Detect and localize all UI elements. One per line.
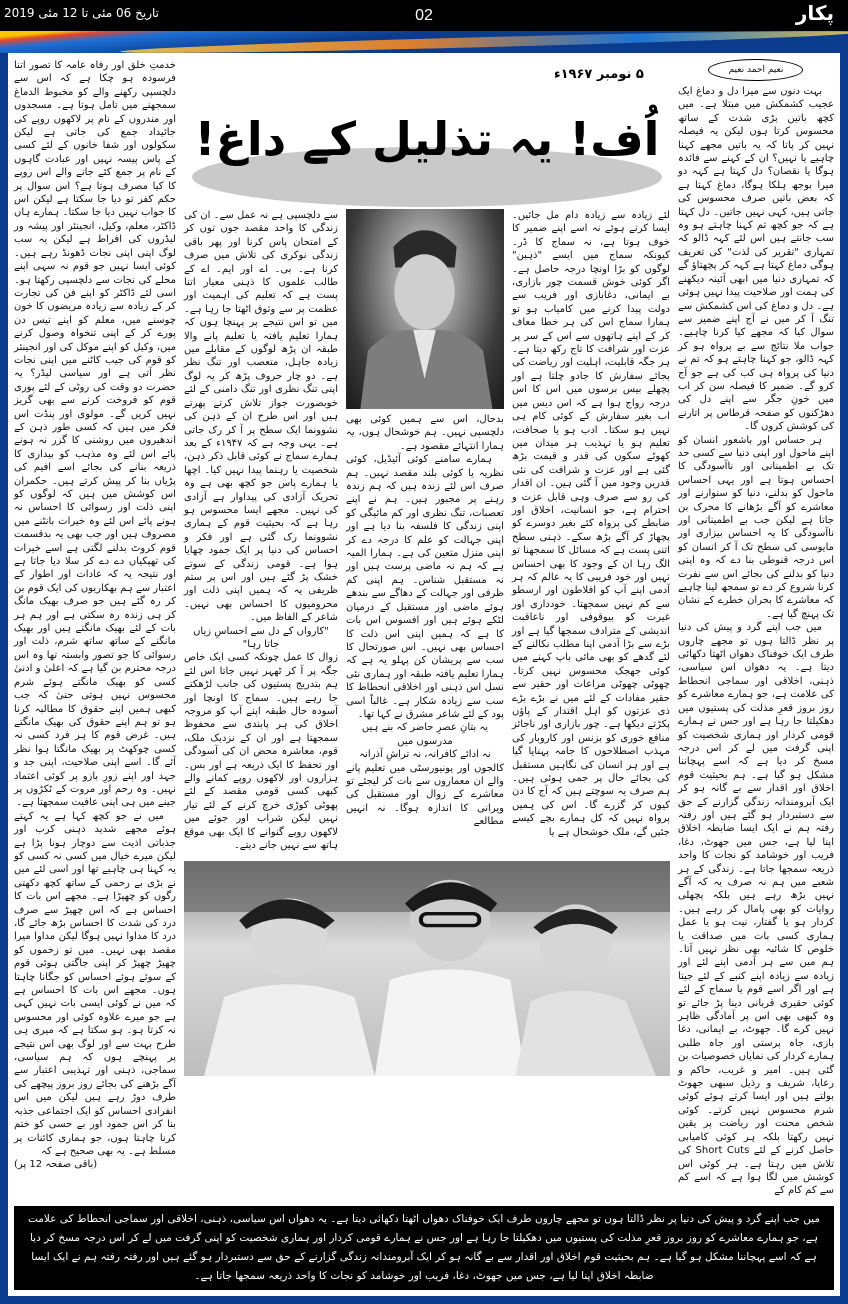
- verse-line: نہ ادائے کافرانہ، نہ تراشِ آذرانہ: [359, 749, 491, 761]
- paragraph: ہر حساس اور باشعور انسان کو اپنے ماحول اور اپنی دنیا سے کسی حد تک بے اطمینانی اور ناآسودگی کا احساس ہوتا ہے اور یہی احساس ماحول کو بدلنے، دنیا کو سنوارنے اور معاشرے کو آگے بڑھانے کا محرک بن جاتا ہے لیکن جب بے اطمینانی اور ناآسودگی کا یہ احساس بیزاری اور مایوسی کی سطح تک آ کر انسان کو اس درجہ قنوطی بنا دے کہ وہ اپنی دنیا کو بدلنے کی بجائے اس سے نفرت کرنا شروع کر دے تو سمجھ لینا چاہیے کہ معاشرے کا بحران خطرے کے نشان تک پہنچ گیا ہے۔: [677, 434, 834, 620]
- verse-line: یہ بتانِ عصرِ حاضر کہ بنے ہیں مدرسوں میں: [361, 722, 488, 747]
- paragraph: بہت دنوں سے میرا دل و دماغ ایک عجیب کشمکش میں مبتلا ہے۔ میں کچھ باتیں بڑی شدت کے ساتھ محسوس کرتا ہوں لیکن یہ فیصلہ نہیں کر پاتا کہ یہ باتیں مجھے کہنا چاہیے یا نہیں؟ ان کے کہنے سے فائدہ ہوگا یا نقصان؟ دل کہتا ہے کہہ دو میرا بوجھ ہلکا ہوگا، دماغ کہتا ہے کہ بعض باتیں صرف محسوس کی جاتی ہیں، کہی نہیں جاتیں۔ دل کہتا ہے کہ جو کچھ تم کہنا چاہتے ہو وہ سب جانتے ہیں اس لئے کہہ ڈالو کہ تمہاری "تقریر کی لذت" کی تعریف ہوگی دماغ کہتا ہے کہہ کر پچھتاؤ گے کہ تمہاری دنیا میں ابھی آئینہ دیکھنے کی ہمت اور صلاحیت پیدا نہیں ہوئی ہے۔ دل و دماغ کی اس کشمکش سے تنگ آ کر میں نے آج اپنے ضمیر سے سوال کیا کہ مجھے کیا کرنا چاہیے۔ جواب ملا نتائج سے بے پرواہ ہو کر کہہ ڈالو، جو کہنا چاہتے ہو کہ تم نے دنیا کی پرواہ ہی کب کی ہے جو آج کرو گے۔ ضمیر کا فیصلہ سن کر اب میں خونِ جگر سے اپنے دل کی دھڑکنوں کو صفحہ قرطاس پر اتارنے کی کوشش کروں گا۔: [677, 86, 834, 433]
- paragraph: سے دلچسپی ہے نہ عمل سے۔ ان کی زندگی کا واحد مقصد جوں توں کر کے امتحان پاس کرنا اور پھر باقی زندگی نوکری کی تلاش میں صرف کرنا ہے۔ بی۔ اے اور ایم۔ اے کے طالب علموں کا ذہنی معیار اتنا پست ہے کہ تعلیم کی اہمیت اور عظمت پر سے وثوق اٹھتا جا رہا ہے۔ میں تو اس نتیجے پر پہنچا ہوں کہ ہمارا تعلیم یافتہ یا تعلیم پانے والا طبقہ ان پڑھ لوگوں کے مقابلے میں زیادہ جاہل، متعصب اور تنگ نظر ہے۔ دو چار حروف پڑھ کر یہ لوگ اپنی تنگ نظری اور تنگ دامنی کے لئے خوبصورت جواز تلاش کرتے پھرتے ہیں اور اس طرح ان کے ذہن کی نشوونما ایک سطح پر آ کر رک جاتی ہے۔ یہی وجہ ہے کہ ۱۹۴۷ء کے بعد ہمارے سماج نے کوئی قابل ذکر ذہن، شخصیت یا رہنما پیدا نہیں کیا۔ اچھا یا ہمارے پاس جو کچھ بھی ہے وہ تحریک آزادی کی پیداوار ہے آزادی کی نہیں۔ مجھے ایسا محسوس ہو رہا ہے کہ بحیثیت قوم کے ہماری نشوونما رک گئی ہے اور فکر و احساس کی دنیا پر ایک جمود چھایا ہوا ہے۔ قومی زندگی کے سوتے خشک پڑ گئے ہیں اور اس پر ستم ظریفی یہ کہ ہمیں اپنی ذلت اور محرومیوں کا احساس بھی نہیں۔ شاعر کے الفاظ میں۔: [183, 210, 338, 624]
- swoosh-decoration: [120, 31, 848, 53]
- column-middle: [346, 209, 504, 829]
- column-right: [678, 59, 834, 1198]
- article-date: ۵ نومبر ۱۹۶۷ء: [553, 67, 644, 82]
- group-figures-icon: [184, 861, 670, 1076]
- page-number: 02: [415, 7, 433, 24]
- paragraph: ہمارے سامنے کوئی آئیڈیل، کوئی نظریہ یا کوئی بلند مقصد نہیں۔ ہم صرف اس لئے زندہ ہیں کہ ہم زندہ رہنے پر مجبور ہیں۔ ہم نے اپنے تعصبات، تنگ نظری اور کم مائیگی کو اپنی زندگی کا فلسفہ بنا دیا ہے اور اپنی جہالت کو علم کا درجہ دے کر اپنی منزل متعین کی ہے۔ ہمارا المیہ ہے کہ ہم نہ ماضی پرست ہیں اور نہ مستقبل شناس۔ ہم اپنی کم ظرفی اور جہالت کے دھاگے سے بندھے ہوئے ماضی اور مستقبل کے درمیان لٹکے ہوئے ہیں اور افسوس اس بات کا ہے کہ ہمیں اپنی اس ذلت کا احساس بھی نہیں۔ اس صورتحال کا سب سے پریشان کن پہلو یہ ہے کہ ہمارا تعلیم یافتہ طبقہ اور ہماری نئی نسل اس ذہنی اور اخلاقی انحطاط کا سب سے زیادہ شکار ہے۔ غالباً اسی پود کے لئے شاعر مشرق نے کہا تھا۔: [345, 454, 504, 720]
- article-headline: اُف! یہ تذلیل کے داغ!: [194, 112, 660, 166]
- paragraph: لئے زیادہ سے زیادہ دام مل جائیں۔ ایسا کرتے ہوئے نہ اسے اپنے ضمیر کا خوف ہوتا ہے، نہ سماج کا ڈر۔ کیونکہ سماج میں ایسے "ذہین" لوگوں کو بڑا اونچا درجہ حاصل ہے۔ اگر کوئی خوش قسمت چور بازاری، بے ایمانی، دغابازی اور فریب سے دولت پیدا کرنے میں کامیاب ہو تو ہمارا سماج اس کی ہر خطا معاف کر کے اپنے ہاتھوں سے اس کے سر پر عزت اور شرافت کا تاج رکھ دیتا ہے۔ ہر جگہ قابلیت، اہلیت اور ریاضت کی بجائے سفارش کا جادو چلتا ہے اور پچھلے بیس برسوں میں اس کا اس درجہ رواج ہوا ہے کہ اس دیس میں اب بغیر سفارش کے کوئی کام ہی نہیں ہو سکتا۔ ادب ہو یا صحافت، تعلیم ہو یا تہذیب ہر میدان میں کھوٹے سکوں کی قدر و قیمت بڑھ گئی ہے اور عزت و شرافت کی نئی قدریں وجود میں آ گئی ہیں۔ ان اقدار کی رو سے صرف وہی قابل عزت و احترام ہے، جو انسانیت، اخلاق اور ضابطے کی پرواہ کئے بغیر دوسرے کو پچھاڑ کر آگے بڑھ سکے۔ ذہنی سطح اتنی پست ہے کہ مسائل کا سمجھنا تو الگ رہا ان کے وجود کا بھی احساس نہیں اور خود فریبی کا یہ عالم کہ ہر آدمی اپنے آپ کو افلاطون اور ارسطو سے کم نہیں سمجھتا۔ خودداری اور غیرت کو بیوقوفی اور ناعاقبت اندیشی کے مترادف سمجھا گیا ہے اور بڑے سے بڑا آدمی اپنا مطلب نکالنے کے لئے گدھے کو بھی مائی باپ کہنے میں کوئی جھجک محسوس نہیں کرتا۔ چھوٹی چھوٹی مراعات اور حقیر سے حقیر مفادات کے لئے میں نے بڑے بڑے ذی عزتوں کو اہل اقتدار کے پاؤں پکڑتے دیکھا ہے۔ چور بازاری اور ناجائز منافع خوری کو بزنس اور کاروبار کی مہذب اصطلاحوں کا جامہ پہنایا گیا ہے اور ہر انسان کی نگاہیں مستقبل کی بجائے حال پر جمی ہوئی ہیں۔ ہم صرف یہ سوچتے ہیں کہ آج کا دن کیوں کر گزرے گا۔ اس کی ہمیں پرواہ نہیں کہ کل ہمارے بچے کیسے جئیں گے، ملک خوشحال ہے یا: [511, 210, 670, 838]
- headline-block: [184, 59, 670, 209]
- pull-quote-box: میں جب اپنے گرد و پیش کی دنیا پر نظر ڈالتا ہوں تو مجھے چاروں طرف ایک خوفناک دھواں اٹھتا دکھائی دیتا ہے۔ یہ دھواں اس سیاسی، ذہنی، اخلاقی اور سماجی انحطاط کی علامت ہے، جو ہمارے معاشرے کو روز بروز قعرِ مذلت کی پستیوں میں دھکیلتا جا رہا ہے اور جس نے ہمارے قومی کردار اور ہماری شخصیت کو اپنی گرفت میں لے کر اس درجہ مسخ کر دیا ہے کہ اسے پہچاننا مشکل ہو گیا ہے۔ ہم بحیثیت قوم اخلاق اور اقدار سے بے گانہ ہو کر ایک آبرومندانہ زندگی گزارنے کے حق سے دستبردار ہو گئے ہیں اور رفتہ رفتہ ہم نے ایک ایسا ضابطہ اخلاق اپنا لیا ہے، جس میں جھوٹ، دغا، فریب اور خوشامد کو نجات کا واحد ذریعہ سمجھا جاتا ہے۔: [14, 1206, 834, 1290]
- group-photo: [184, 861, 670, 1076]
- article-page: [8, 53, 840, 1296]
- portrait-photo: [346, 209, 504, 409]
- middle-columns: [184, 209, 670, 853]
- issue-date: تاریخ 06 مئی تا 12 مئی 2019: [4, 6, 159, 20]
- portrait-figure-icon: [346, 209, 504, 409]
- column-middle-right: [512, 209, 670, 839]
- masthead-bar: [0, 0, 848, 31]
- paragraph: کالجوں اور یونیورسٹی میں تعلیم پانے والے ان معماروں سے بات کر لیجئے تو معاشرے کے زوال اور مستقبل کی ویرانی کا اندازہ ہوگا۔ نہ انہیں مطالعے: [345, 762, 504, 828]
- paragraph: زوال کا عمل چونکہ کسی ایک خاص جگہ پر آ کر ٹھہر نہیں جاتا اس لئے ہم بتدریج پستیوں کی جانب لڑھکتے جا رہے ہیں۔ سماج کا اونچا اور آسودہ حال طبقہ اپنے آپ کو مروجہ اخلاق کی ہر پابندی سے محفوظ سمجھتا ہے اور ان کے نزدیک ملک، قوم، معاشرہ محض ان کی آسودگی اور تحفظ کا ایک ذریعہ ہے اور بس۔ ہزاروں اور لاکھوں روپے کمانے والے کبھی کسی قومی مقصد کے لئے پھوٹی کوڑی خرچ کرنے کے لئے تیار نہیں لیکن شراب اور جوئے میں لاکھوں روپے گنوانے کا ایک بھی موقع ہاتھ سے نہیں جانے دیتے۔: [183, 652, 338, 852]
- decorative-stripe: [0, 31, 848, 53]
- paragraph: میں نے جو کچھ کہا ہے یہ کہتے ہوئے مجھے شدید ذہنی کرب اور جذباتی اذیت سے دوچار ہونا پڑا ہے لیکن میرے خیال میں کسی نہ کسی کو یہ کہنا ہی چاہیے تھا اور اسی لئے میں نے بڑی بے رحمی کے ساتھ کچھ دکھتی رگوں کو چھیڑا ہے۔ مجھے اس بات کا احساس ہے کہ اس چھیڑ سے صرف درد کی شدت کا احساس بڑھ جائے گا، درد کا مداوا نہیں ہوگا لیکن مداوا میرا مقصد بھی نہیں۔ میں تو زخموں کو چھیڑ چھیڑ کر اپنی جاگتی ہوئی قوم کے سوئے ہوئے احساس کو جگانا چاہتا ہوں۔ مجھے اس بات کا احساس ہے کہ میں نے کوئی ایسی بات نہیں کہی ہے جو میرے علاوہ کوئی اور محسوس نہ کرتا ہو۔ ہو سکتا ہے کہ میری ہی طرح بہت سے اور لوگ بھی اس نتیجے پر پہنچے ہوں کہ ہم سیاسی، سماجی، ذہنی اور تہذیبی اعتبار سے آگے بڑھنے کی بجائے روز بروز پیچھے کی طرف دوڑ رہے ہیں لیکن میں اس انفرادی احساس کو ایک اجتماعی جذبہ بنا کر اس جمود اور بے حسی کو ختم کرنا چاہتا ہوں، جو ہماری کائنات پر مسلط ہے۔ یہ بھی صحیح ہے کہ: [14, 810, 176, 1157]
- continued-note: (باقی صفحہ 12 پر): [14, 1159, 98, 1171]
- verse-quote: "کارواں کے دل سے احساسِ زیاں جاتا رہا": [193, 625, 329, 650]
- column-middle-left: [184, 209, 338, 853]
- column-left: [14, 59, 176, 1172]
- paragraph: میں جب اپنے گرد و پیش کی دنیا پر نظر ڈالتا ہوں تو مجھے چاروں طرف ایک خوفناک دھواں اٹھتا دکھائی دیتا ہے۔ یہ دھواں اس سیاسی، ذہنی، اخلاقی اور سماجی انحطاط کی علامت ہے، جو ہمارے معاشرے کو روز بروز قعرِ مذلت کی پستیوں میں دھکیلتا جا رہا ہے اور جس نے ہمارے قومی کردار اور ہماری شخصیت کو اپنی گرفت میں لے کر اس درجہ مسخ کر دیا ہے کہ اسے پہچاننا مشکل ہو گیا ہے۔ ہم بحیثیت قوم اخلاق اور اقدار سے بے گانہ ہو کر ایک آبرومندانہ زندگی گزارنے کے حق سے دستبردار ہو گئے ہیں اور رفتہ رفتہ ہم نے ایک ایسا ضابطہ اخلاق اپنا لیا ہے، جس میں جھوٹ، دغا، فریب اور خوشامد کو نجات کا واحد ذریعہ سمجھا جاتا ہے۔ زندگی کے ہر شعبے میں ہم نہ صرف یہ کہ آگے نہیں بڑھ رہے ہیں بلکہ پچھلی روایات کو بھی پامال کر رہے ہیں۔ کردار ہو یا گفتار، نیت ہو یا عمل ہماری کسی بات میں صداقت یا خلوص کا شائبہ بھی نظر نہیں آتا۔ ہم میں سے ہر آدمی اپنے لئے اور زیادہ سے زیادہ اپنے کنبے کے لئے جیتا ہے اور اگر اسے قوم یا سماج کے لئے کوئی حقیری قربانی دینا پڑ جائے تو وہ کبھی بھی اس پر آمادگی ظاہر نہیں کرے گا۔ جھوٹ، بے ایمانی، دغا بازی، جاہ پرستی اور جاہ طلبی ہمارے کردار کی نمایاں خصوصیات بن گئی ہیں۔ امیر و غریب، حاکم و رعایا، شریف و رذیل سبھی جھوٹ بولتے ہیں اور ایسا کرتے ہوئے کوئی شرم محسوس نہیں کرتے۔ کوئی شخص محنت اور ریاضت پر یقین نہیں رکھتا بلکہ ہر کوئی کامیابی حاصل کرنے کے لئے Short Cuts کی تلاش میں رہتا ہے۔ ہر کوئی اس کوشش میں لگا ہوا ہے کہ اسے کم سے کم کام کے: [677, 622, 834, 1197]
- paragraph: خدمتِ خلق اور رفاہ عامہ کا تصور اتنا فرسودہ ہو چکا ہے کہ اس سے دلچسپی رکھنے والے کو مخبوط الدماغ سمجھنے میں تامل ہوتا ہے۔ مسجدوں اور مندروں کے نام پر لاکھوں روپے کی جائیداد جمع کی جاتی ہے لیکن سکولوں اور شفا خانوں کے لئے کسی کے پاس پیسہ نہیں اور عبادت گاہوں کے نام پر جمع کئے جانے والے اس روپے کا کیا مصرف ہوتا ہے؟ اس سوال پر حکم کفر تو دیا جا سکتا ہے لیکن اس کا جواب نہیں دیا جا سکتا۔ ہمارے ہاں ڈاکٹر، معلم، وکیل، انجینئر اور پیشہ ور لیڈروں کی افراط ہے لیکن یہ سب لوگ اپنی اپنی نجات ڈھونڈ رہے ہیں۔ کوئی ایسا نہیں جو قوم نہ سہی اپنے محلے کی نجات سے دلچسپی رکھتا ہو۔ اسی لئے ڈاکٹر کو اپنے فن کی تجارت کر کے زیادہ سے زیادہ مریضوں کا خون چوسنے میں، معلم کو اپنے تیس دن پورے کر کے اپنی تنخواہ وصول کرنے میں، وکیل کو اپنے موکل کی اور انجینئر کو قوم کی جیب کاٹنے میں اپنی نجات نظر آتی ہے اور سیاسی لیڈر؟ یہ حضرت دو وقت کی روٹی کے لئے پوری قوم کو فروخت کرنے سے بھی گریز نہیں کریں گے۔ مولوی اور پنڈت اس فکر میں ہیں کہ کسی طور ذہن کے اندھیروں میں روشنی کا گزر نہ ہونے پائے اس لئے وہ مذہب کو بیداری کا ذریعہ بنانے کی بجائے اسے افیم کی پڑیاں بنا کر پیش کرتے ہیں۔ حکمران اس کوشش میں ہیں کہ لوگوں کو اپنی ذلت اور رسوائی کا احساس نہ ہونے پائے اس لئے وہ خیرات بانٹنے میں مصروف ہیں اور جب بھی یہ بدقسمت قوم کروٹ بدلنے لگتی ہے اسے خیرات کی تھپکیاں دے دے کر سلا دیا جاتا ہے اور نتیجہ یہ کہ عادات اور اطوار کے اعتبار سے ہم بھکاریوں کی ایک قوم بن کر رہ گئے ہیں جو صرف بھیک مانگ کر ہی زندہ رہ سکتی ہے اور ہم ہر بات کے لئے بھیک مانگتے ہیں اور بھیک مانگنے کے ساتھ ساتھ شرم، ذلت اور رسوائی کا جو تصور وابستہ تھا وہ اس درجہ محترم بن گیا ہے کہ اعلیٰ و ادنیٰ کسی کو بھیک مانگتے ہوئے شرم محسوس نہیں ہوتی حتیٰ کہ جب کبھی ہمیں اپنے حقوق کا مطالبہ کرنا ہو تو ہم اپنے حقوق کی بھیک مانگتے ہیں۔ غرض قوم کا ہر فرد کسی نہ کسی چوکھٹ پر بھیک مانگتا ہوا نظر آئے گا۔ اسے اپنی صلاحیت، اپنی جد و جہد اور اپنے زورِ بازو پر کوئی اعتماد نہیں۔ وہ رحم اور مروت کے ٹکڑوں پر جینے میں ہی اپنی عافیت سمجھتا ہے۔: [14, 60, 176, 809]
- newspaper-logo: پکار: [795, 1, 834, 25]
- middle-section: [184, 59, 670, 1076]
- paragraph: بدحال، اس سے ہمیں کوئی بھی دلچسپی نہیں۔ ہم خوشحال ہوں، یہ ہمارا انتہائے مقصود ہے۔: [345, 414, 504, 452]
- article-columns: [14, 59, 834, 1198]
- author-byline: نعیم احمد نعیم: [708, 59, 803, 81]
